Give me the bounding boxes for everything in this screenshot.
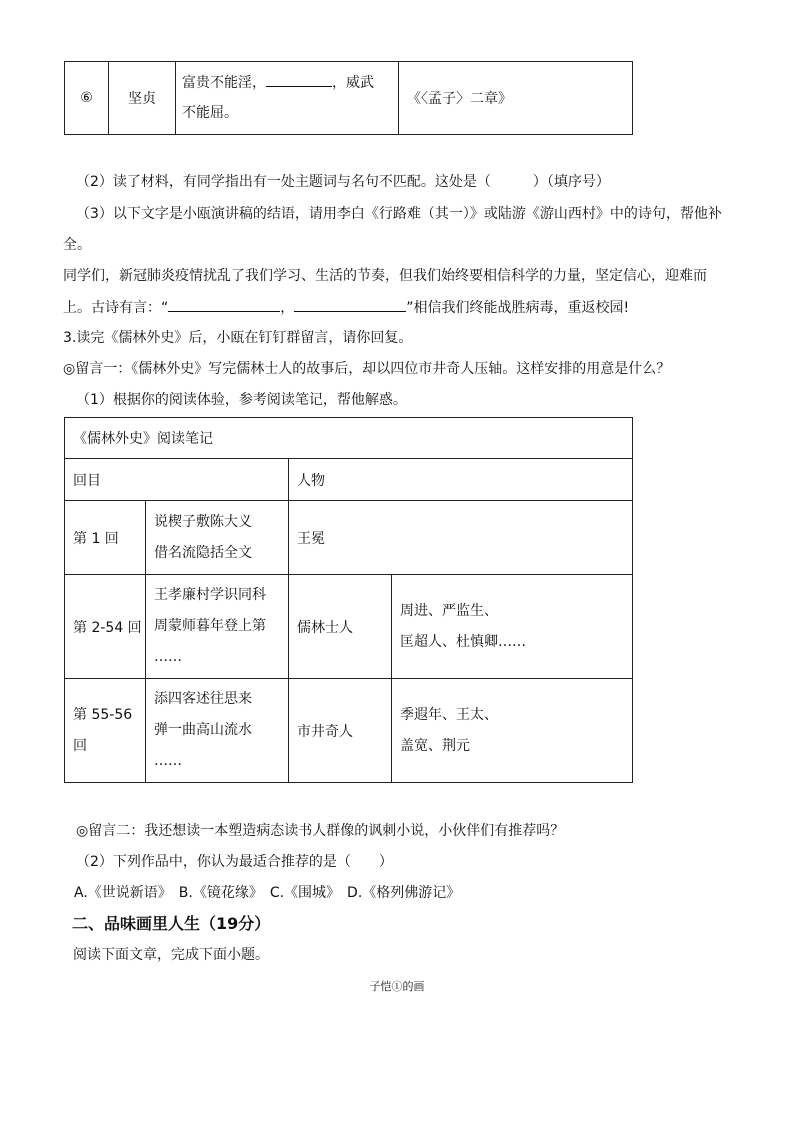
poem-blank-2[interactable] (294, 297, 406, 312)
header-characters: 人物 (289, 459, 633, 501)
quote-cell (176, 62, 399, 135)
chapter-title: 王孝廉村学识同科 (154, 587, 266, 603)
question-2: （2）读了材料，有同学指出有一处主题词与名句不匹配。这处是（ ）（填序号） (76, 174, 610, 190)
poem-blank-1[interactable] (168, 297, 280, 312)
label-line: 回 (73, 737, 87, 754)
quote-part-b: ，威武 (332, 75, 374, 91)
chapter-2-label: 第 2-54 回 (65, 575, 146, 679)
person-names: 匡超人、杜慎卿…… (400, 633, 526, 650)
quote-part-c: 不能屈。 (182, 105, 238, 121)
reading-notes-table (64, 417, 633, 783)
speech-line1: 同学们，新冠肺炎疫情扰乱了我们学习、生活的节奏，但我们始终要相信科学的力量，坚定信心，迎难而 (63, 268, 707, 284)
speech-part-a: 上。古诗有言：“ (63, 300, 169, 316)
message-1: ◎留言一：《儒林外史》写完儒林士人的故事后，却以四位市井奇人压轴。这样安排的用意是什么？ (63, 361, 671, 377)
person-names: 季遐年、王太、 (400, 706, 498, 723)
chapter-3-titles (146, 679, 289, 783)
header-chapters: 回目 (65, 459, 289, 501)
scholar-names (392, 575, 633, 679)
townsfolk-names (392, 679, 633, 783)
chapter-title: 说楔子敷陈大义 (154, 513, 252, 530)
chapter-title: …… (154, 649, 182, 665)
chapter-title: 添四客述往思来 (154, 691, 252, 707)
question-3-line2: 全。 (63, 237, 91, 253)
group-townsfolk: 市井奇人 (289, 679, 392, 783)
chapter-title: …… (154, 753, 182, 769)
article-title: 子恺①的画 (369, 980, 425, 993)
section-heading: 二、品味画里人生（19分） (72, 914, 271, 933)
fill-blank[interactable] (266, 72, 332, 87)
chapter-title: 弹一曲高山流水 (154, 722, 252, 738)
row-number: ⑥ (65, 62, 109, 135)
person-names: 盖宽、荆元 (400, 737, 470, 754)
item-3: 3.读完《儒林外史》后，小瓯在钉钉群留言，请你回复。 (63, 330, 413, 346)
group-scholars: 儒林士人 (289, 575, 392, 679)
question-1: （1）根据你的阅读体验，参考阅读笔记，帮他解惑。 (76, 392, 407, 408)
chapter-title: 周蒙师暮年登上第 (154, 618, 266, 634)
chapter-1-person: 王冕 (289, 501, 633, 575)
notes-title: 《儒林外史》阅读笔记 (65, 418, 633, 459)
speech-part-c: ”相信我们终能战胜病毒，重返校园! (406, 300, 630, 316)
question-3-line1: （3）以下文字是小瓯演讲稿的结语，请用李白《行路难（其一）》或陆游《游山西村》中的诗句，帮他补 (76, 206, 722, 222)
message-2: ◎留言二：我还想读一本塑造病态读书人群像的讽刺小说，小伙伴们有推荐吗？ (76, 823, 565, 839)
question-2b: （2）下列作品中，你认为最适合推荐的是（ ） (76, 854, 393, 870)
person-names: 周进、严监生、 (400, 602, 498, 619)
chapter-1-titles (146, 501, 289, 575)
speech-comma: ， (280, 300, 295, 316)
chapter-1-label: 第 1 回 (65, 501, 146, 575)
chapter-title: 借名流隐括全文 (154, 544, 252, 561)
speech-line2 (63, 297, 629, 318)
quote-part-a: 富贵不能淫， (182, 75, 266, 91)
source-cell: 《〈孟子〉二章》 (399, 62, 633, 135)
instruction: 阅读下面文章，完成下面小题。 (73, 947, 269, 963)
label-line: 第 55-56 (73, 706, 133, 723)
chapter-2-titles (146, 575, 289, 679)
theme-word: 坚贞 (109, 62, 176, 135)
poem-table (64, 61, 633, 135)
chapter-3-label (65, 679, 146, 783)
answer-options: A.《世说新语》 B.《镜花缘》 C.《围城》 D.《格列佛游记》 (74, 885, 461, 901)
